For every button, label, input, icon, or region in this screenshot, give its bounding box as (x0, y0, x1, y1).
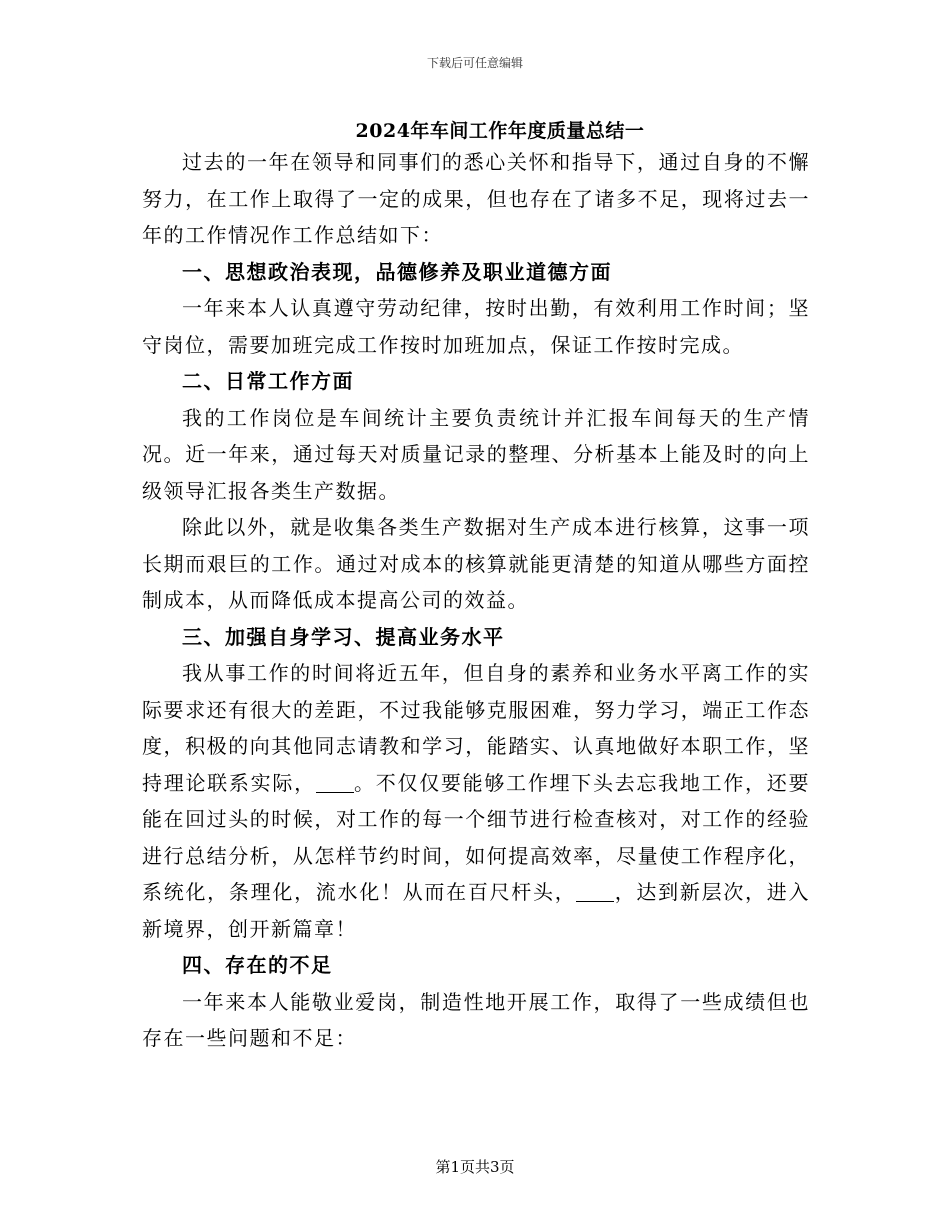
document-body (142, 144, 810, 1057)
fill-in-blank-1 (316, 772, 354, 793)
section-heading-3: 三、加强自身学习、提高业务水平 (182, 624, 505, 649)
section3-paragraph (142, 655, 810, 947)
fill-in-blank-2 (576, 881, 614, 902)
document-title: 2024年车间工作年度质量总结一 (355, 120, 645, 142)
section3-text-part-2: 。不仅仅要能够工作埋下头去忘我地工作，还要能在回过头的时候，对工作的每一个细节进行检查核对，对工作的经验进行总结分析，从怎样节约时间，如何提高效率，尽量使工作程序化，系统化，条理化，流水化！从而在百尺杆头， (142, 770, 811, 904)
page-number: 第1页共3页 (435, 1158, 515, 1176)
intro-paragraph: 过去的一年在领导和同事们的悉心关怀和指导下，通过自身的不懈努力，在工作上取得了一定的成果，但也存在了诸多不足，现将过去一年的工作情况作工作总结如下： (142, 150, 810, 247)
section-heading-4: 四、存在的不足 (182, 953, 333, 977)
section3-text-part-3: ，达到新层次，进入新境界，创开新篇章！ (142, 880, 811, 941)
header-note: 下载后可任意编辑 (426, 56, 523, 70)
section-heading-1: 一、思想政治表现，品德修养及职业道德方面 (182, 259, 612, 284)
section3-text-part-1: 我从事工作的时间将近五年，但自身的素养和业务水平离工作的实际要求还有很大的差距，不过我能够克服困难，努力学习，端正工作态度，积极的向其他同志请教和学习，能踏实、认真地做好本职工作，坚持理论联系实际， (142, 661, 810, 795)
section4-paragraph: 一年来本人能敬业爱岗，制造性地开展工作，取得了一些成绩但也存在一些问题和不足： (142, 989, 810, 1050)
section1-paragraph: 一年来本人认真遵守劳动纪律，按时出勤，有效利用工作时间；坚守岗位，需要加班完成工作按时加班加点，保证工作按时完成。 (142, 296, 810, 357)
section2-paragraph-1: 我的工作岗位是车间统计主要负责统计并汇报车间每天的生产情况。近一年来，通过每天对质量记录的整理、分析基本上能及时的向上级领导汇报各类生产数据。 (142, 405, 810, 503)
section2-paragraph-2: 除此以外，就是收集各类生产数据对生产成本进行核算，这事一项长期而艰巨的工作。通过对成本的核算就能更清楚的知道从哪些方面控制成本，从而降低成本提高公司的效益。 (142, 515, 810, 612)
section-heading-2: 二、日常工作方面 (182, 369, 354, 393)
